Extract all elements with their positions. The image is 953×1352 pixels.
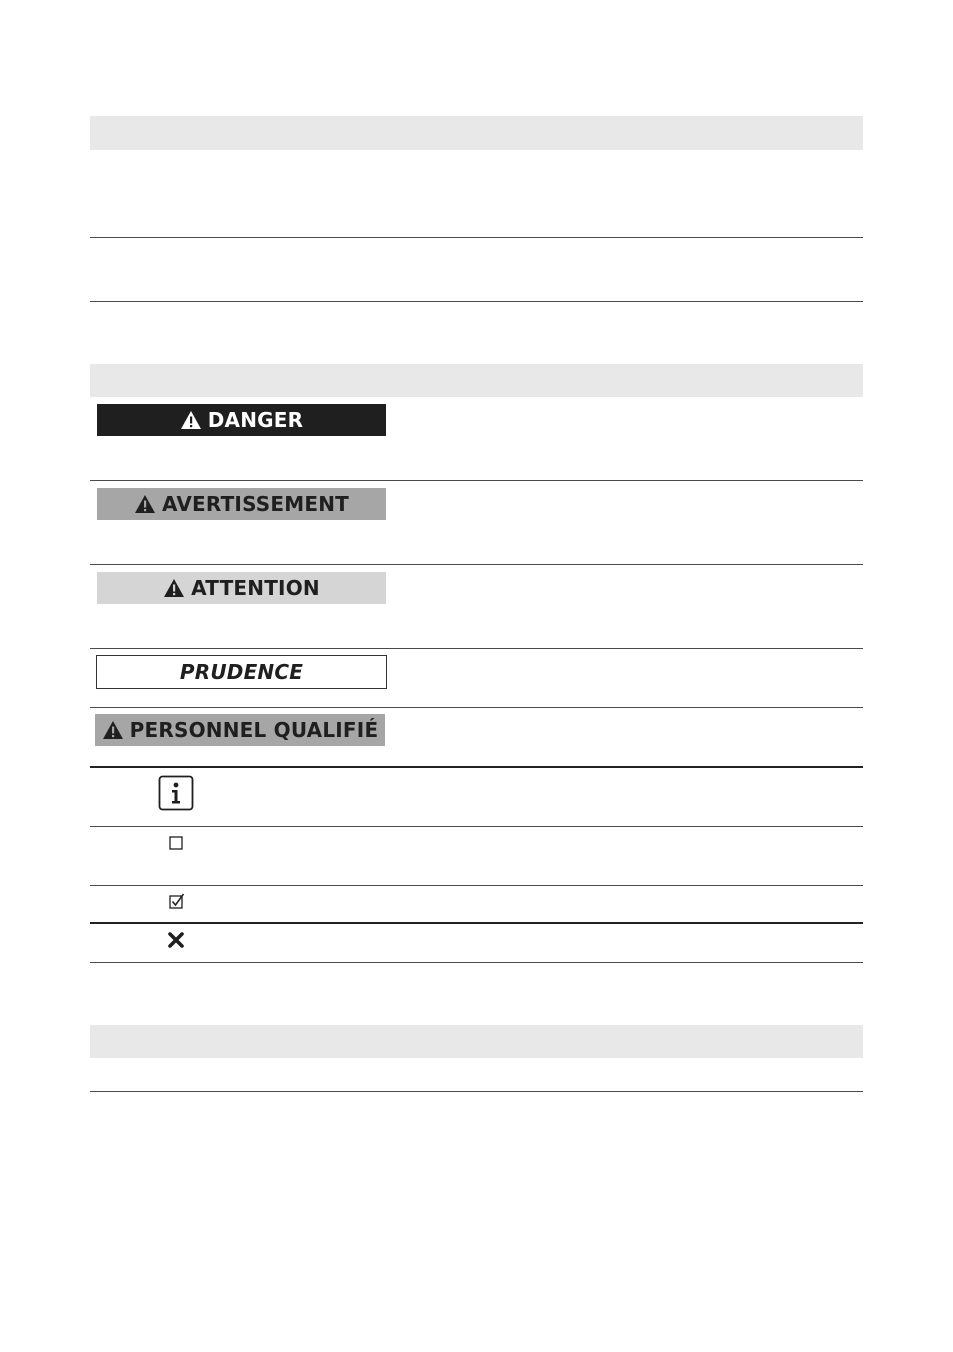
warning-triangle-icon [180,410,202,430]
danger-label-text: DANGER [207,408,304,432]
caution-label [97,572,386,604]
checkbox-checked-icon [169,893,185,909]
danger-label [97,404,386,436]
section-header-band-3 [90,1025,863,1058]
warning-triangle-icon [102,720,124,740]
qualified-label-text: PERSONNEL QUALIFIÉ [129,718,379,742]
info-icon [158,775,194,811]
table-rule [90,480,863,481]
warning-label-text: AVERTISSEMENT [162,492,349,516]
table-rule [90,1091,863,1092]
table-rule [90,962,863,963]
table-rule [90,707,863,708]
table-rule [90,301,863,302]
table-rule [90,237,863,238]
section-header-band-2 [90,364,863,397]
caution-label-text: ATTENTION [191,576,320,600]
notice-label-text: PRUDENCE [179,660,304,684]
warning-triangle-icon [163,578,185,598]
table-rule [90,766,863,768]
section-header-band-1 [90,116,863,150]
table-rule [90,922,863,924]
checkbox-empty-icon [169,836,183,850]
table-rule [90,885,863,886]
table-rule [90,826,863,827]
cross-icon [167,931,185,949]
table-rule [90,564,863,565]
qualified-personnel-label [95,714,385,746]
notice-label [96,655,387,689]
warning-label [97,488,386,520]
warning-triangle-icon [134,494,156,514]
table-rule [90,648,863,649]
